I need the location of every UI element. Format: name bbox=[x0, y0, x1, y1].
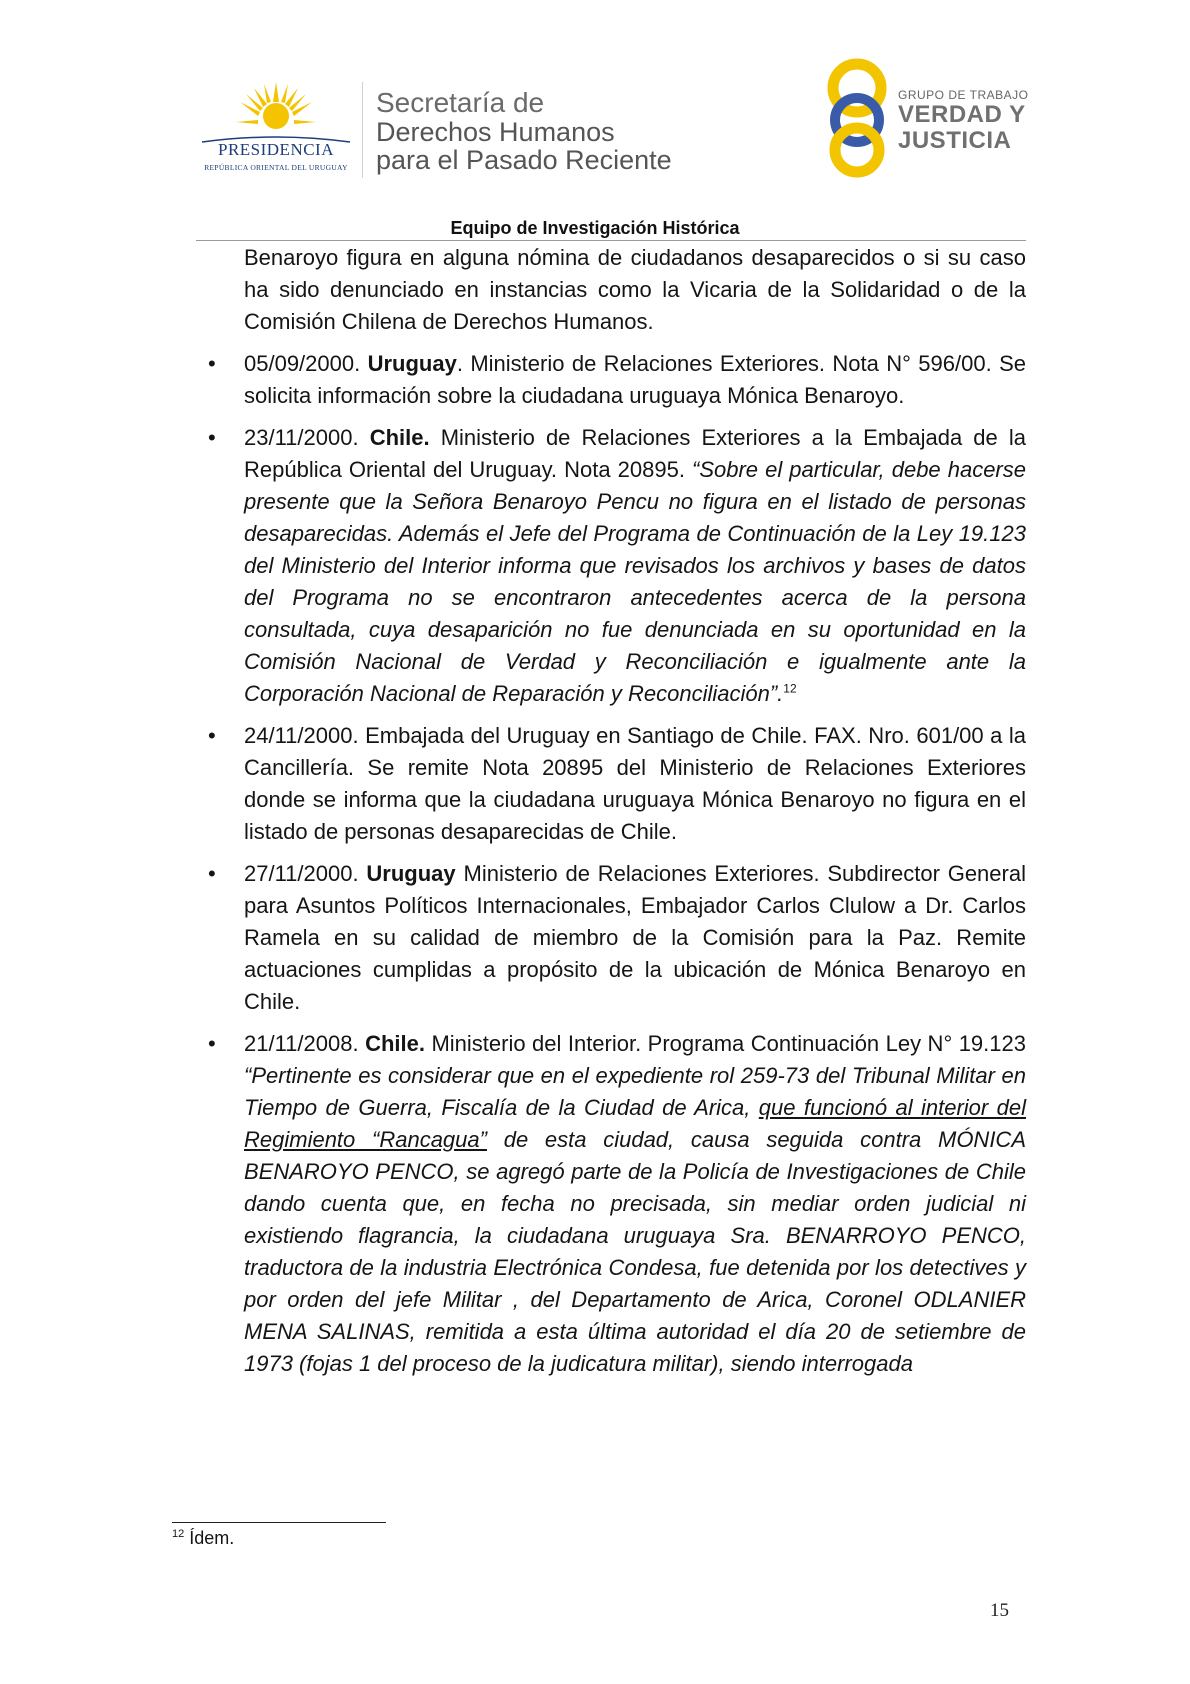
item-text: . Ministerio de Relaciones Exteriores. Nota N° 596/00. Se solicita información sobre la ciudadana uruguaya Mónica Benaroyo. bbox=[244, 351, 1026, 408]
bullet-icon: • bbox=[208, 861, 216, 886]
item-date: 23/11/2000. bbox=[244, 425, 359, 450]
bullet-icon: • bbox=[208, 1031, 216, 1056]
page-header bbox=[0, 0, 1190, 240]
item-country: Chile. bbox=[369, 425, 430, 450]
item-quote: “Sobre el particular, debe hacerse presente que la Señora Benaroyo Pencu no figura en el listado de personas desaparecidas. Además el Jefe del Programa de Continuación de la Ley 19.123 del Ministerio del Interior informa que revisados los archivos y bases de datos del Programa no se encontraron antecedentes acerca de la persona consultada, cuya desaparición no fue denunciada en su oportunidad en la Comisión Nacional de Verdad y Reconciliación e igualmente ante la Corporación Nacional de Reparación y Reconciliación”. bbox=[244, 457, 1026, 706]
sun-icon bbox=[236, 82, 316, 138]
grupo-line-3: JUSTICIA bbox=[898, 127, 1012, 154]
grupo-trabajo-logo-text bbox=[898, 88, 1028, 154]
item-country: Chile. bbox=[365, 1031, 425, 1056]
item-country: Uruguay bbox=[366, 861, 456, 886]
presidencia-subtitle: REPÚBLICA ORIENTAL DEL URUGUAY bbox=[204, 163, 348, 172]
bullet-icon: • bbox=[208, 351, 216, 376]
item-text: Ministerio de Relaciones Exteriores. Subdirector General para Asuntos Políticos Internacionales, Embajador Carlos Clulow a Dr. Carlos Ramela en su calidad de miembro de la Comisión para la Paz. Remite actuaciones cumplidas a propósito de la ubicación de Mónica Benaroyo en Chile. bbox=[244, 861, 1026, 1014]
bullet-icon: • bbox=[208, 425, 216, 450]
grupo-line-1: GRUPO DE TRABAJO bbox=[898, 88, 1029, 102]
logo-divider bbox=[362, 82, 363, 178]
grupo-trabajo-rings-icon bbox=[822, 58, 892, 178]
item-date: 21/11/2008. bbox=[244, 1031, 359, 1056]
item-text: Ministerio del Interior. Programa Continuación Ley N° 19.123 bbox=[431, 1031, 1026, 1056]
list-item bbox=[196, 422, 1026, 710]
item-quote-underlined: que funcionó al interior del Regimiento “Rancagua” bbox=[244, 1095, 1026, 1152]
list-item bbox=[196, 720, 1026, 848]
footnote bbox=[172, 1528, 234, 1549]
item-quote-part-b: de esta ciudad, causa seguida contra MÓNICA BENAROYO PENCO, se agregó parte de la Policía de Investigaciones de Chile dando cuenta que, en fecha no precisada, sin mediar orden judicial ni existiendo flagrancia, la ciudadana uruguaya Sra. BENARROYO PENCO, traductora de la industria Electrónica Condesa, fue detenida por los detectives y por orden del jefe Militar , del Departamento de Arica, Coronel ODLANIER MENA SALINAS, remitida a esta última autoridad el día 20 de setiembre de 1973 (fojas 1 del proceso de la judicatura militar), siendo interrogada bbox=[244, 1127, 1026, 1376]
presidencia-logo bbox=[196, 82, 356, 174]
footnote-ref: 12 bbox=[783, 681, 797, 696]
item-country: Uruguay bbox=[367, 351, 457, 376]
page-number: 15 bbox=[990, 1600, 1009, 1621]
bullet-icon: • bbox=[208, 723, 216, 748]
secretaria-logo-text bbox=[376, 88, 672, 174]
item-date: 27/11/2000. bbox=[244, 861, 359, 886]
intro-paragraph: Benaroyo figura en alguna nómina de ciudadanos desaparecidos o si su caso ha sido denunciado en instancias como la Vicaria de la Solidaridad o de la Comisión Chilena de Derechos Humanos. bbox=[244, 245, 1026, 334]
secretaria-line-3: para el Pasado Reciente bbox=[376, 145, 672, 175]
secretaria-line-1: Secretaría de bbox=[376, 87, 545, 118]
list-item bbox=[196, 858, 1026, 1018]
secretaria-line-2: Derechos Humanos bbox=[376, 117, 615, 147]
list-item bbox=[196, 1028, 1026, 1380]
footnote-text: Ídem. bbox=[189, 1528, 235, 1548]
footnote-separator bbox=[172, 1522, 386, 1523]
header-rule bbox=[196, 240, 1026, 241]
item-quote-part-a: “Pertinente es considerar que en el expediente rol 259-73 del Tribunal Militar en Tiempo de Guerra, Fiscalía de la Ciudad de Arica, bbox=[244, 1063, 1026, 1120]
item-date: 05/09/2000. bbox=[244, 351, 361, 376]
footnote-number: 12 bbox=[172, 1528, 185, 1540]
document-body bbox=[196, 242, 1026, 1380]
unit-title: Equipo de Investigación Histórica bbox=[450, 218, 740, 238]
item-text: Ministerio de Relaciones Exteriores a la Embajada de la República Oriental del Uruguay. Nota 20895. bbox=[244, 425, 1026, 482]
presidencia-name: PRESIDENCIA bbox=[217, 140, 334, 159]
item-text: 24/11/2000. Embajada del Uruguay en Santiago de Chile. FAX. Nro. 601/00 a la Cancillería. Se remite Nota 20895 del Ministerio de Relaciones Exteriores donde se informa que la ciudadana uruguaya Mónica Benaroyo no figura en el listado de personas desaparecidas de Chile. bbox=[244, 723, 1026, 844]
grupo-line-2: VERDAD Y bbox=[898, 101, 1026, 128]
list-item bbox=[196, 348, 1026, 412]
